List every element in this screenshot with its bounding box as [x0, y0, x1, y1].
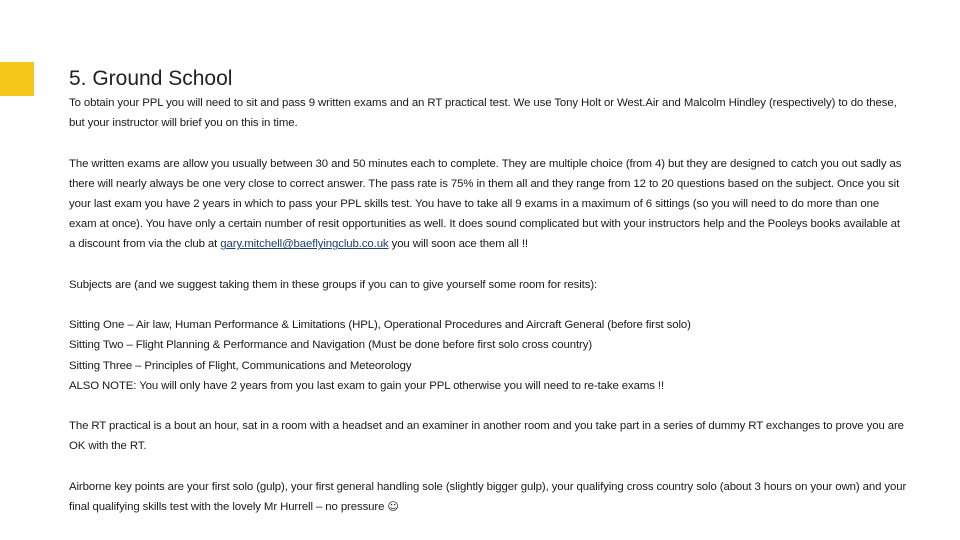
exam-note: ALSO NOTE: You will only have 2 years from you last exam to gain your PPL otherwise you will need to re-take exams !! [69, 379, 665, 392]
sitting-three: Sitting Three – Principles of Flight, Communications and Meteorology [69, 359, 412, 372]
airborne-paragraph [69, 477, 909, 517]
slide-content [69, 93, 909, 517]
sitting-one: Sitting One – Air law, Human Performance & Limitations (HPL), Operational Procedures and Aircraft General (before first solo) [69, 319, 691, 332]
written-exams-paragraph [69, 154, 909, 255]
airborne-text: Airborne key points are your first solo (gulp), your first general handling sole (slightly bigger gulp), your qualifying cross country solo (about 3 hours on your own) and your final qualifying skills test with the lovely Mr Hurrell – no pressure [69, 480, 907, 513]
smiley-icon: ☺ [387, 499, 399, 513]
email-link[interactable]: gary.mitchell@baeflyingclub.co.uk [220, 238, 389, 251]
rt-practical-paragraph: The RT practical is a bout an hour, sat in a room with a headset and an examiner in another room and you take part in a series of dummy RT exchanges to prove you are OK with the RT. [69, 420, 904, 453]
written-exams-text: The written exams are allow you usually between 30 and 50 minutes each to complete. They are multiple choice (from 4) but they are designed to catch you out sadly as there will nearly always be one very close to correct answer. The pass rate is 75% in them all and they range from 12 to 20 questions based on the subject. Once you sit your last exam you have 2 years in which to pass your PPL skills test. You have to take all 9 exams in a maximum of 6 sittings (so you will need to do more than one exam at once). You have only a certain number of resit opportunities as well. It does sound complicated but with your instructors help and the Pooleys books available at a discount from via the club at [69, 157, 902, 251]
written-exams-text-end: you will soon ace them all !! [388, 238, 528, 251]
intro-paragraph: To obtain your PPL you will need to sit and pass 9 written exams and an RT practical test. We use Tony Holt or West.Air and Malcolm Hindley (respectively) to do these, but your instructor will brief you on this in time. [69, 97, 897, 130]
sitting-two: Sitting Two – Flight Planning & Performance and Navigation (Must be done before first solo cross country) [69, 339, 593, 352]
subjects-paragraph: Subjects are (and we suggest taking them in these groups if you can to give yourself some room for resits): [69, 278, 598, 291]
accent-bar [0, 62, 34, 96]
slide-title: 5. Ground School [69, 67, 233, 90]
